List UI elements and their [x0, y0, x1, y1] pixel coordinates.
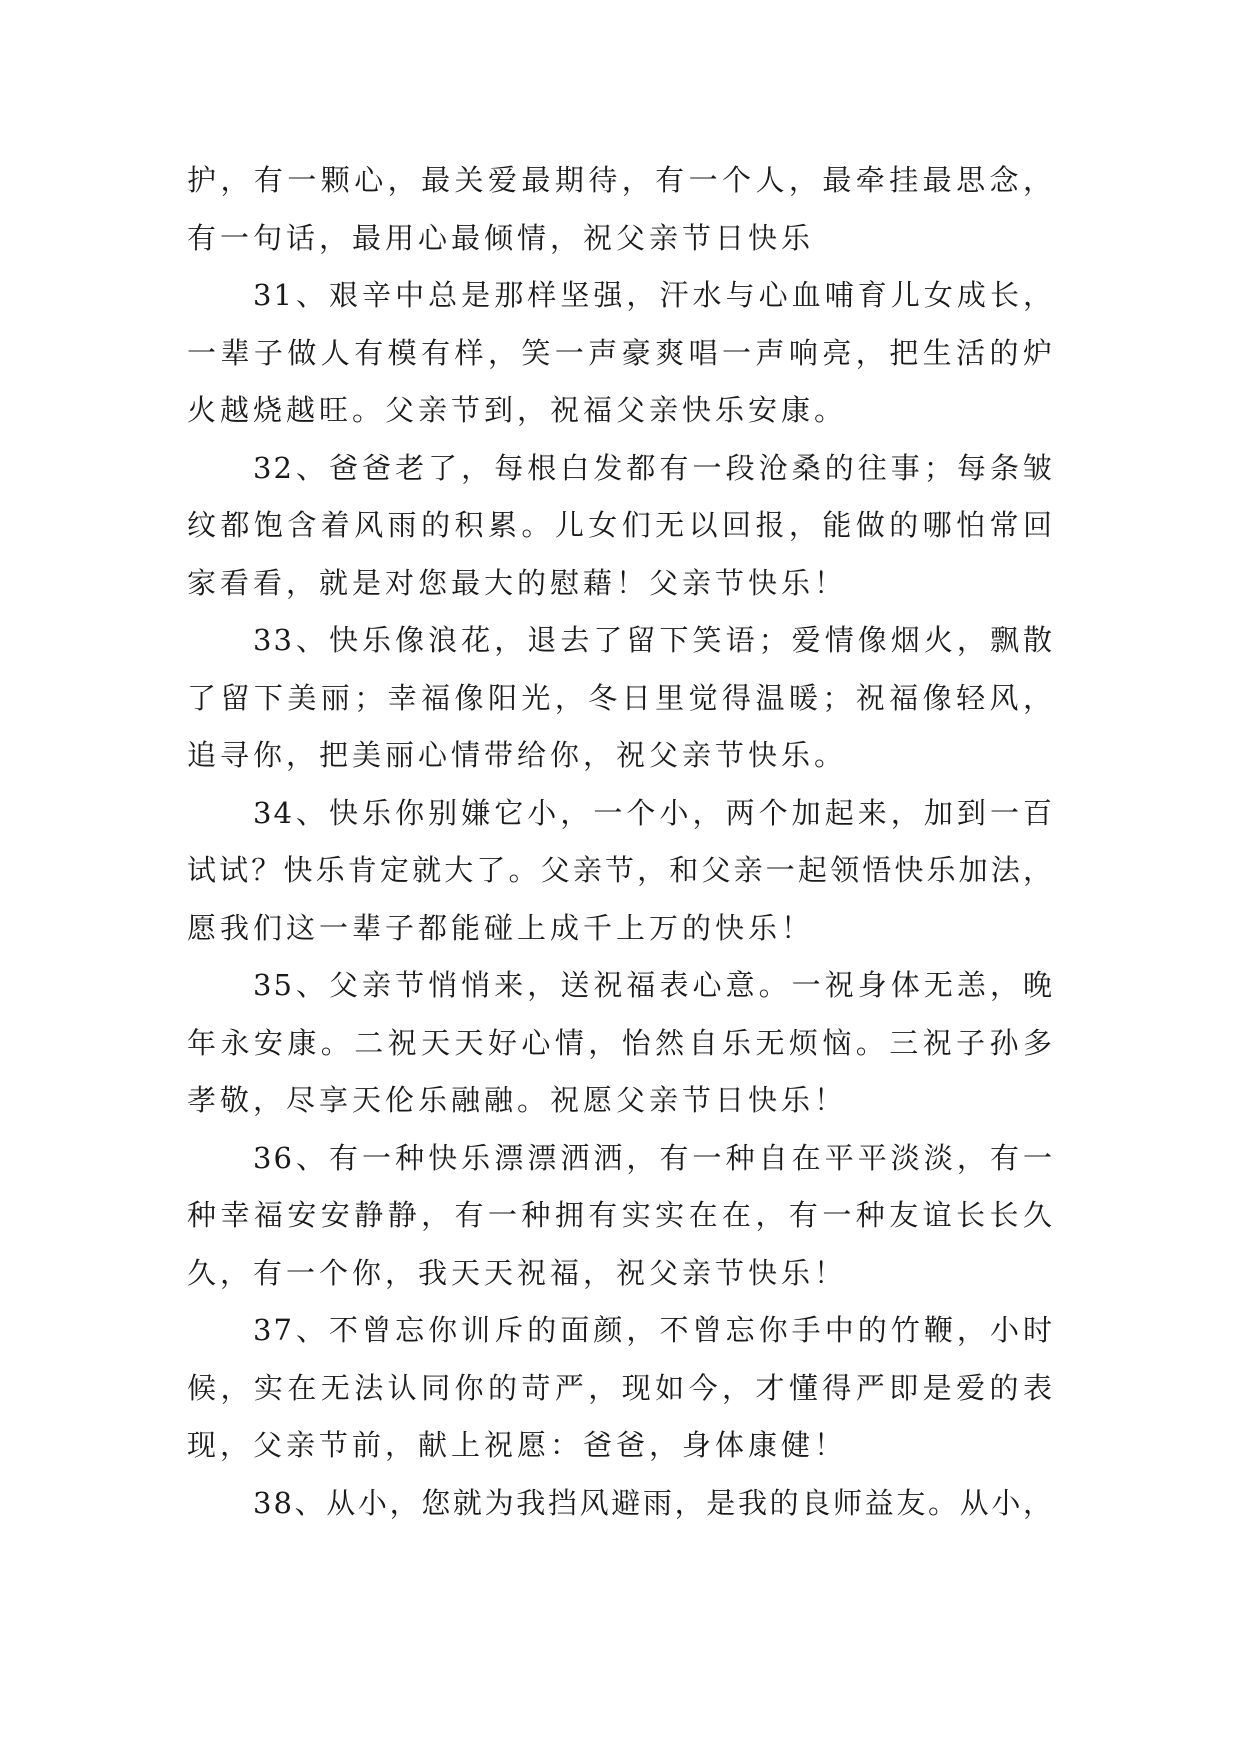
- text-line: 有一句话，最用心最倾情，祝父亲节日快乐: [187, 220, 815, 255]
- text-line: 一辈子做人有模有样，笑一声豪爽唱一声响亮，把生活的炉: [187, 335, 1054, 370]
- text-line: 37、不曾忘你训斥的面颜，不曾忘你手中的竹鞭，小时: [253, 1313, 1054, 1347]
- paragraph-33: [187, 612, 1054, 785]
- text-line: 种幸福安安静静，有一种拥有实实在在，有一种友谊长长久: [187, 1198, 1054, 1232]
- text-line: 了留下美丽；幸福像阳光，冬日里觉得温暖；祝福像轻风，: [187, 680, 1054, 715]
- text-line: 年永安康。二祝天天好心情，怡然自乐无烦恼。三祝子孙多: [187, 1025, 1054, 1060]
- text-line: 候，实在无法认同你的苛严，现如今，才懂得严即是爱的表: [187, 1370, 1054, 1405]
- paragraph-37: [187, 1302, 1054, 1475]
- paragraph-34: [187, 785, 1054, 958]
- paragraph-32: [187, 440, 1054, 613]
- paragraph-35: [187, 957, 1054, 1130]
- text-line: 护，有一颗心，最关爱最期待，有一个人，最牵挂最思念，: [187, 163, 1054, 197]
- text-line: 36、有一种快乐漂漂洒洒，有一种自在平平淡淡，有一: [253, 1140, 1054, 1175]
- text-line: 孝敬，尽享天伦乐融融。祝愿父亲节日快乐！: [187, 1083, 848, 1117]
- text-line: 34、快乐你别嫌它小，一个小，两个加起来，加到一百: [253, 795, 1054, 830]
- paragraph-31: [187, 267, 1054, 440]
- text-line: 火越烧越旺。父亲节到，祝福父亲快乐安康。: [187, 393, 848, 427]
- text-line: 愿我们这一辈子都能碰上成千上万的快乐！: [187, 910, 815, 945]
- text-line: 家看看，就是对您最大的慰藉！父亲节快乐！: [187, 565, 848, 600]
- text-line: 31、艰辛中总是那样坚强，汗水与心血哺育儿女成长，: [253, 278, 1054, 312]
- text-line: 追寻你，把美丽心情带给你，祝父亲节快乐。: [187, 738, 848, 772]
- text-line: 35、父亲节悄悄来，送祝福表心意。一祝身体无恙，晚: [253, 968, 1054, 1002]
- paragraph-36: [187, 1130, 1054, 1303]
- text-line: 纹都饱含着风雨的积累。儿女们无以回报，能做的哪怕常回: [187, 508, 1054, 542]
- text-line: 试试？快乐肯定就大了。父亲节，和父亲一起领悟快乐加法，: [187, 853, 1054, 887]
- paragraph-38: [187, 1475, 1054, 1533]
- text-line: 33、快乐像浪花，退去了留下笑语；爱情像烟火，飘散: [253, 623, 1054, 657]
- text-line: 久，有一个你，我天天祝福，祝父亲节快乐！: [187, 1255, 848, 1290]
- text-line: 现，父亲节前，献上祝愿：爸爸，身体康健！: [187, 1428, 848, 1462]
- text-line: 32、爸爸老了，每根白发都有一段沧桑的往事；每条皱: [253, 450, 1054, 485]
- document-body: [187, 152, 1054, 1532]
- paragraph-continuation: [187, 152, 1054, 267]
- text-line: 38、从小，您就为我挡风避雨，是我的良师益友。从小，: [253, 1485, 1054, 1520]
